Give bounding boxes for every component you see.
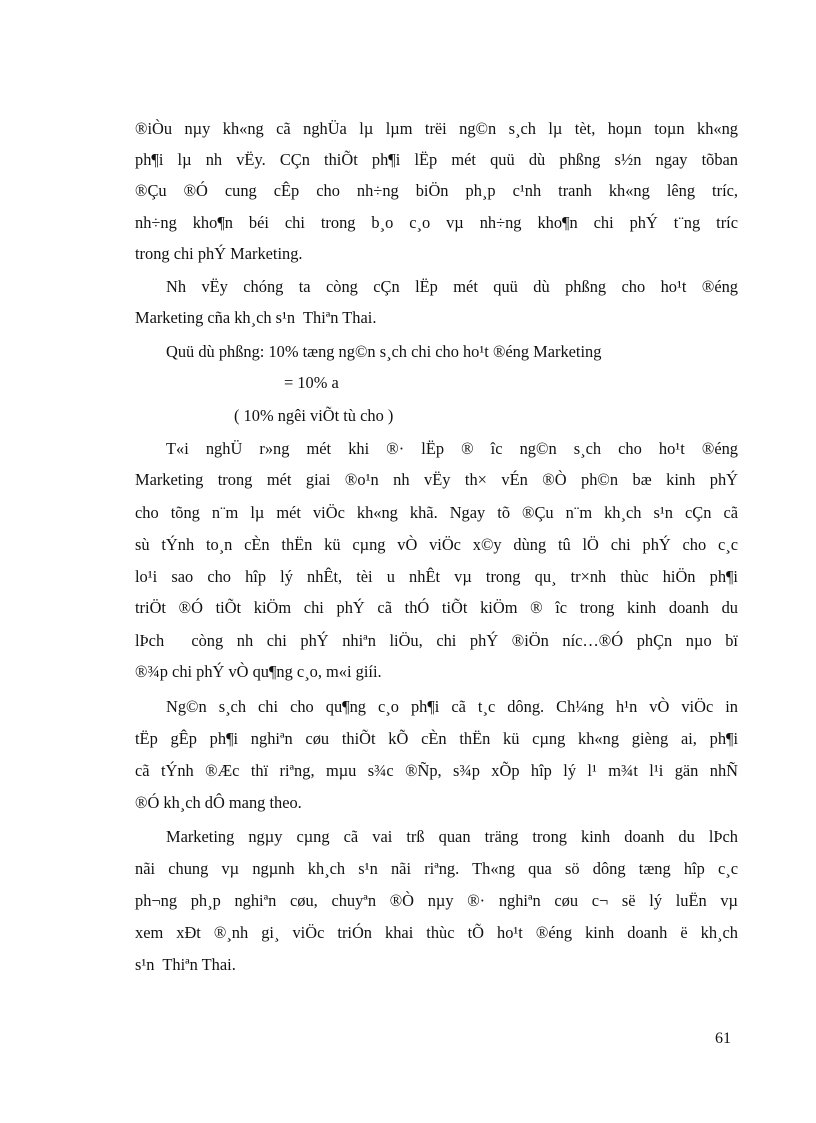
text-line: ph¶i lµ nh vËy. CÇn thiÕt ph¶i lËp mét quü dù phßng s½n ngay tõban (135, 150, 738, 169)
text-line: Marketing ngµy cµng cã vai trß quan träng trong kinh doanh du lÞch (166, 827, 738, 846)
text-line: ®Çu ®Ó cung cÊp cho nh÷ng biÖn ph¸p c¹nh tranh kh«ng lêng tríc, (135, 181, 738, 200)
text-line: sù tÝnh to¸n cÈn thËn kü cµng vÒ viÖc x©y dùng tû lÖ chi phÝ cho c¸c (135, 535, 738, 554)
text-line: nh÷ng kho¶n béi chi trong b¸o c¸o vµ nh÷ng kho¶n chi phÝ t¨ng tríc (135, 213, 738, 232)
note-line: ( 10% ngêi viÕt tù cho ) (234, 406, 394, 425)
text-line: Marketing trong mét giai ®o¹n nh vËy th× vÉn ®Ò ph©n bæ kinh phÝ (135, 470, 738, 489)
text-line: lÞch còng nh chi phÝ nhiªn liÖu, chi phÝ ®iÖn níc…®Ó phÇn nµo bï (135, 631, 738, 650)
text-line: T«i nghÜ r»ng mét khi ®· lËp ® îc ng©n s¸ch cho ho¹t ®éng (166, 439, 738, 458)
text-line: ®Ó kh¸ch dÔ mang theo. (135, 793, 302, 812)
text-line: ®iÒu nµy kh«ng cã nghÜa lµ lµm trëi ng©n s¸ch lµ tèt, hoµn toµn kh«ng (135, 119, 738, 138)
text-line: tËp gÊp ph¶i nghiªn cøu thiÕt kÕ cÈn thËn kü cµng kh«ng gièng ai, ph¶i (135, 729, 738, 748)
text-line: cho tõng n¨m lµ mét viÖc kh«ng khã. Ngay tõ ®Çu n¨m kh¸ch s¹n cÇn cã (135, 503, 738, 522)
text-line: triÖt ®Ó tiÕt kiÖm chi phÝ cã thÓ tiÕt kiÖm ® îc trong kinh doanh du (135, 598, 738, 617)
text-line: Marketing cña kh¸ch s¹n Thiªn Thai. (135, 308, 377, 327)
text-line: xem xÐt ®¸nh gi¸ viÖc triÓn khai thùc tÕ ho¹t ®éng kinh doanh ë kh¸ch (135, 923, 738, 942)
text-line: Nh vËy chóng ta còng cÇn lËp mét quü dù phßng cho ho¹t ®éng (166, 277, 738, 296)
text-line: trong chi phÝ Marketing. (135, 244, 303, 263)
formula-line: = 10% a (284, 373, 339, 392)
text-line: nãi chung vµ ngµnh kh¸ch s¹n nãi riªng. Th«ng qua sö dông tæng hîp c¸c (135, 859, 738, 878)
text-line: ph¬ng ph¸p nghiªn cøu, chuyªn ®Ò nµy ®· nghiªn cøu c¬ së lý luËn vµ (135, 891, 738, 910)
text-line: cã tÝnh ®Æc thï riªng, mµu s¾c ®Ñp, s¾p xÕp hîp lý l¹ m¾t l¹i gän nhÑ (135, 761, 738, 780)
page-number: 61 (715, 1030, 731, 1047)
text-line: ®¾p chi phÝ vÒ qu¶ng c¸o, m«i giíi. (135, 662, 382, 681)
text-line: s¹n Thiªn Thai. (135, 955, 236, 974)
formula-line: Quü dù phßng: 10% tæng ng©n s¸ch chi cho ho¹t ®éng Marketing (166, 342, 602, 361)
text-line: Ng©n s¸ch chi cho qu¶ng c¸o ph¶i cã t¸c dông. Ch¼ng h¹n vÒ viÖc in (166, 697, 738, 716)
text-line: lo¹i sao cho hîp lý nhÊt, tèi u nhÊt vµ trong qu¸ tr×nh thùc hiÖn ph¶i (135, 567, 738, 586)
